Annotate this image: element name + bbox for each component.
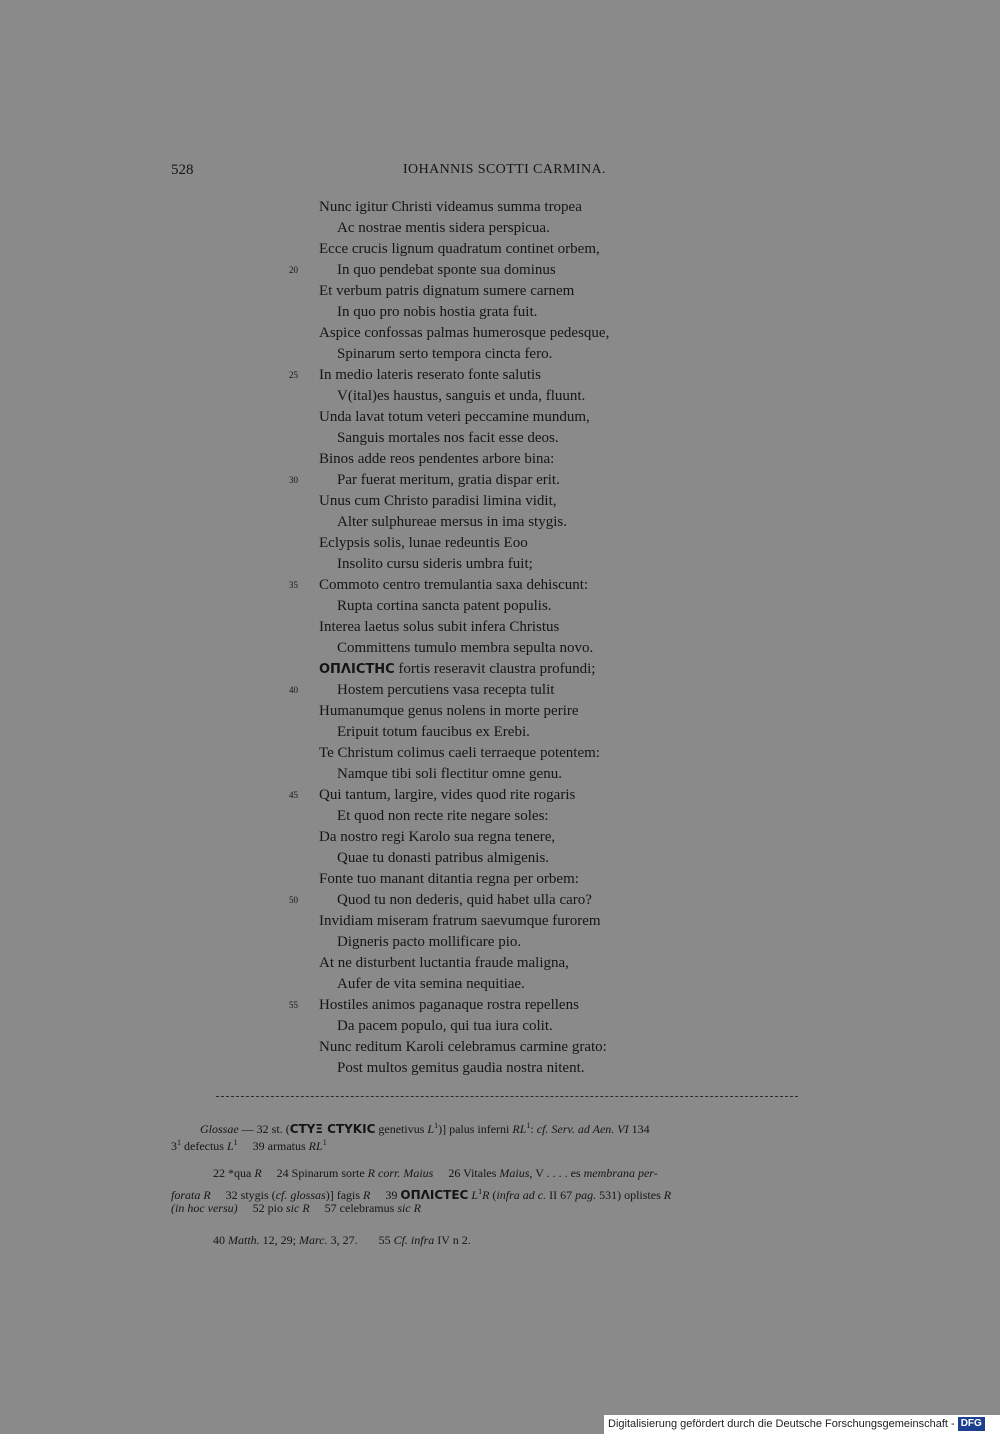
verse-line bbox=[319, 575, 588, 596]
verse-text: Hostem percutiens vasa recepta tulit bbox=[337, 682, 555, 698]
verse-line bbox=[337, 386, 585, 407]
verse-line bbox=[337, 890, 592, 911]
verse-line bbox=[319, 827, 555, 848]
verse-text: Insolito cursu sideris umbra fuit; bbox=[337, 556, 533, 572]
verse-line bbox=[319, 701, 579, 722]
verse-line bbox=[337, 1016, 553, 1037]
sources-line: 40 Matth. 12, 29; Marc. 3, 27. 55 Cf. infra IV n 2. bbox=[213, 1233, 471, 1247]
verse-text: Qui tantum, largire, vides quod rite rogaris bbox=[319, 787, 576, 803]
verse-text: Committens tumulo membra sepulta novo. bbox=[337, 640, 594, 656]
verse-text: Et quod non recte rite negare soles: bbox=[337, 808, 549, 824]
verse-text: Eripuit totum faucibus ex Erebi. bbox=[337, 724, 530, 740]
verse-text: Digneris pacto mollificare pio. bbox=[337, 934, 522, 950]
verse-line bbox=[319, 743, 600, 764]
verse-text: Alter sulphureae mersus in ima stygis. bbox=[337, 514, 567, 530]
verse-line bbox=[337, 974, 525, 995]
verse-text: In quo pendebat sponte sua dominus bbox=[337, 262, 556, 278]
verse-line bbox=[319, 1037, 607, 1058]
verse-line bbox=[319, 239, 600, 260]
verse-text: Invidiam miseram fratrum saevumque furorem bbox=[319, 913, 601, 929]
verse-line bbox=[319, 533, 528, 554]
digitization-footer bbox=[604, 1415, 1000, 1434]
verse-text: V(ital)es haustus, sanguis et unda, fluunt. bbox=[337, 388, 586, 404]
verse-text: Rupta cortina sancta patent populis. bbox=[337, 598, 552, 614]
verse-text: Unda lavat totum veteri peccamine mundum, bbox=[319, 409, 590, 425]
verse-text: Aufer de vita semina nequitiae. bbox=[337, 976, 525, 992]
verse-text: At ne disturbent luctantia fraude maligna, bbox=[319, 955, 569, 971]
verse-text: Ecce crucis lignum quadratum continet orbem, bbox=[319, 241, 600, 257]
verse-text: Nunc reditum Karoli celebramus carmine grato: bbox=[319, 1039, 607, 1055]
verse-text: Hostiles animos paganaque rostra repellens bbox=[319, 997, 579, 1013]
verse-text: Sanguis mortales nos facit esse deos. bbox=[337, 430, 559, 446]
verse-line bbox=[319, 995, 579, 1016]
verse-line bbox=[337, 1058, 585, 1079]
verse-line bbox=[337, 638, 593, 659]
verse-text: Quae tu donasti patribus almigenis. bbox=[337, 850, 550, 866]
verse-line bbox=[337, 428, 559, 449]
verse-text: Eclypsis solis, lunae redeuntis Eoo bbox=[319, 535, 528, 551]
line-number: 20 bbox=[289, 265, 298, 275]
line-number: 40 bbox=[289, 685, 298, 695]
verse-line bbox=[337, 470, 560, 491]
verse-line bbox=[337, 554, 533, 575]
verse-text: Commoto centro tremulantia saxa dehiscunt: bbox=[319, 577, 589, 593]
line-number: 55 bbox=[289, 1000, 298, 1010]
verse-line bbox=[319, 281, 574, 302]
verse-text: Humanumque genus nolens in morte perire bbox=[319, 703, 579, 719]
verse-line bbox=[319, 449, 554, 470]
apparatus-line-3: (in hoc versu) 52 pio sic R 57 celebramus sic R bbox=[171, 1201, 421, 1215]
verse-line bbox=[337, 260, 556, 281]
verse-line bbox=[337, 764, 562, 785]
verse-text: Da nostro regi Karolo sua regna tenere, bbox=[319, 829, 556, 845]
verse-line bbox=[337, 302, 537, 323]
verse-line bbox=[319, 491, 556, 512]
line-number: 45 bbox=[289, 790, 298, 800]
running-title: IOHANNIS SCOTTI CARMINA. bbox=[403, 162, 606, 177]
verse-line bbox=[319, 407, 590, 428]
footer-text: Digitalisierung gefördert durch die Deutsche Forschungsgemeinschaft - bbox=[608, 1418, 955, 1430]
verse-line bbox=[319, 365, 541, 386]
verse-line bbox=[319, 323, 609, 344]
verse-line bbox=[337, 344, 552, 365]
verse-text: Nunc igitur Christi videamus summa tropea bbox=[319, 199, 582, 215]
line-number: 35 bbox=[289, 580, 298, 590]
line-number: 25 bbox=[289, 370, 298, 380]
dfg-logo[interactable]: DFG bbox=[958, 1417, 985, 1431]
verse-line bbox=[337, 512, 567, 533]
verse-line bbox=[337, 218, 550, 239]
verse-line bbox=[337, 848, 549, 869]
verse-text: Aspice confossas palmas humerosque pedesque, bbox=[319, 325, 610, 341]
verse-line bbox=[337, 932, 521, 953]
verse-text: Te Christum colimus caeli terraeque potentem: bbox=[319, 745, 600, 761]
verse-text: Ac nostrae mentis sidera perspicua. bbox=[337, 220, 550, 236]
verse-text: Interea laetus solus subit infera Christus bbox=[319, 619, 560, 635]
greek-word: ΟΠΛΙϹΤΗϹ bbox=[319, 662, 395, 677]
verse-text: Quod tu non dederis, quid habet ulla caro? bbox=[337, 892, 592, 908]
apparatus-line-1: 22 *qua R 24 Spinarum sorte R corr. Maius 26 Vitales Maius, V . . . . es membrana per- bbox=[213, 1166, 658, 1180]
verse-line bbox=[337, 806, 549, 827]
verse-line bbox=[319, 659, 595, 680]
verse-text: Da pacem populo, qui tua iura colit. bbox=[337, 1018, 553, 1034]
verse-line bbox=[319, 785, 575, 806]
verse-line bbox=[337, 680, 554, 701]
verse-text: In medio lateris reserato fonte salutis bbox=[319, 367, 542, 383]
verse-text: Par fuerat meritum, gratia dispar erit. bbox=[337, 472, 560, 488]
verse-text: Post multos gemitus gaudia nostra nitent. bbox=[337, 1060, 585, 1076]
footnote-divider bbox=[216, 1096, 798, 1097]
verse-text: Et verbum patris dignatum sumere carnem bbox=[319, 283, 575, 299]
verse-text: In quo pro nobis hostia grata fuit. bbox=[337, 304, 538, 320]
verse-text: Spinarum serto tempora cincta fero. bbox=[337, 346, 553, 362]
page-number: 528 bbox=[171, 162, 194, 178]
gloss-note-line-1: Glossae — 32 st. (ϹΤΥΞ ϹΤΥΚΙϹ genetivus $L^1$)] palus inferni $RL^1$: cf. Serv. ad Aen. VI 134 bbox=[200, 1121, 650, 1136]
verse-line bbox=[319, 197, 582, 218]
verse-text: Unus cum Christo paradisi limina vidit, bbox=[319, 493, 557, 509]
verse-line bbox=[337, 722, 530, 743]
line-number: 50 bbox=[289, 895, 298, 905]
verse-line bbox=[319, 953, 569, 974]
verse-line bbox=[319, 617, 559, 638]
verse-line bbox=[319, 869, 579, 890]
gloss-note-line-2: $3^1$ defectus $L^1$ 39 armatus $RL^1$ bbox=[171, 1138, 327, 1153]
verse-text: Binos adde reos pendentes arbore bina: bbox=[319, 451, 555, 467]
verse-line bbox=[337, 596, 552, 617]
verse-line bbox=[319, 911, 601, 932]
apparatus-line-2: forata R 32 stygis (cf. glossas)] fagis R 39 ΟΠΛΙϹΤΕϹ $L^1R$ (infra ad c. II 67 pag. 531) oplistes R bbox=[171, 1187, 672, 1202]
verse-text: Namque tibi soli flectitur omne genu. bbox=[337, 766, 562, 782]
verse-text: fortis reseravit claustra profundi; bbox=[398, 661, 596, 677]
line-number: 30 bbox=[289, 475, 298, 485]
verse-text: Fonte tuo manant ditantia regna per orbem: bbox=[319, 871, 579, 887]
